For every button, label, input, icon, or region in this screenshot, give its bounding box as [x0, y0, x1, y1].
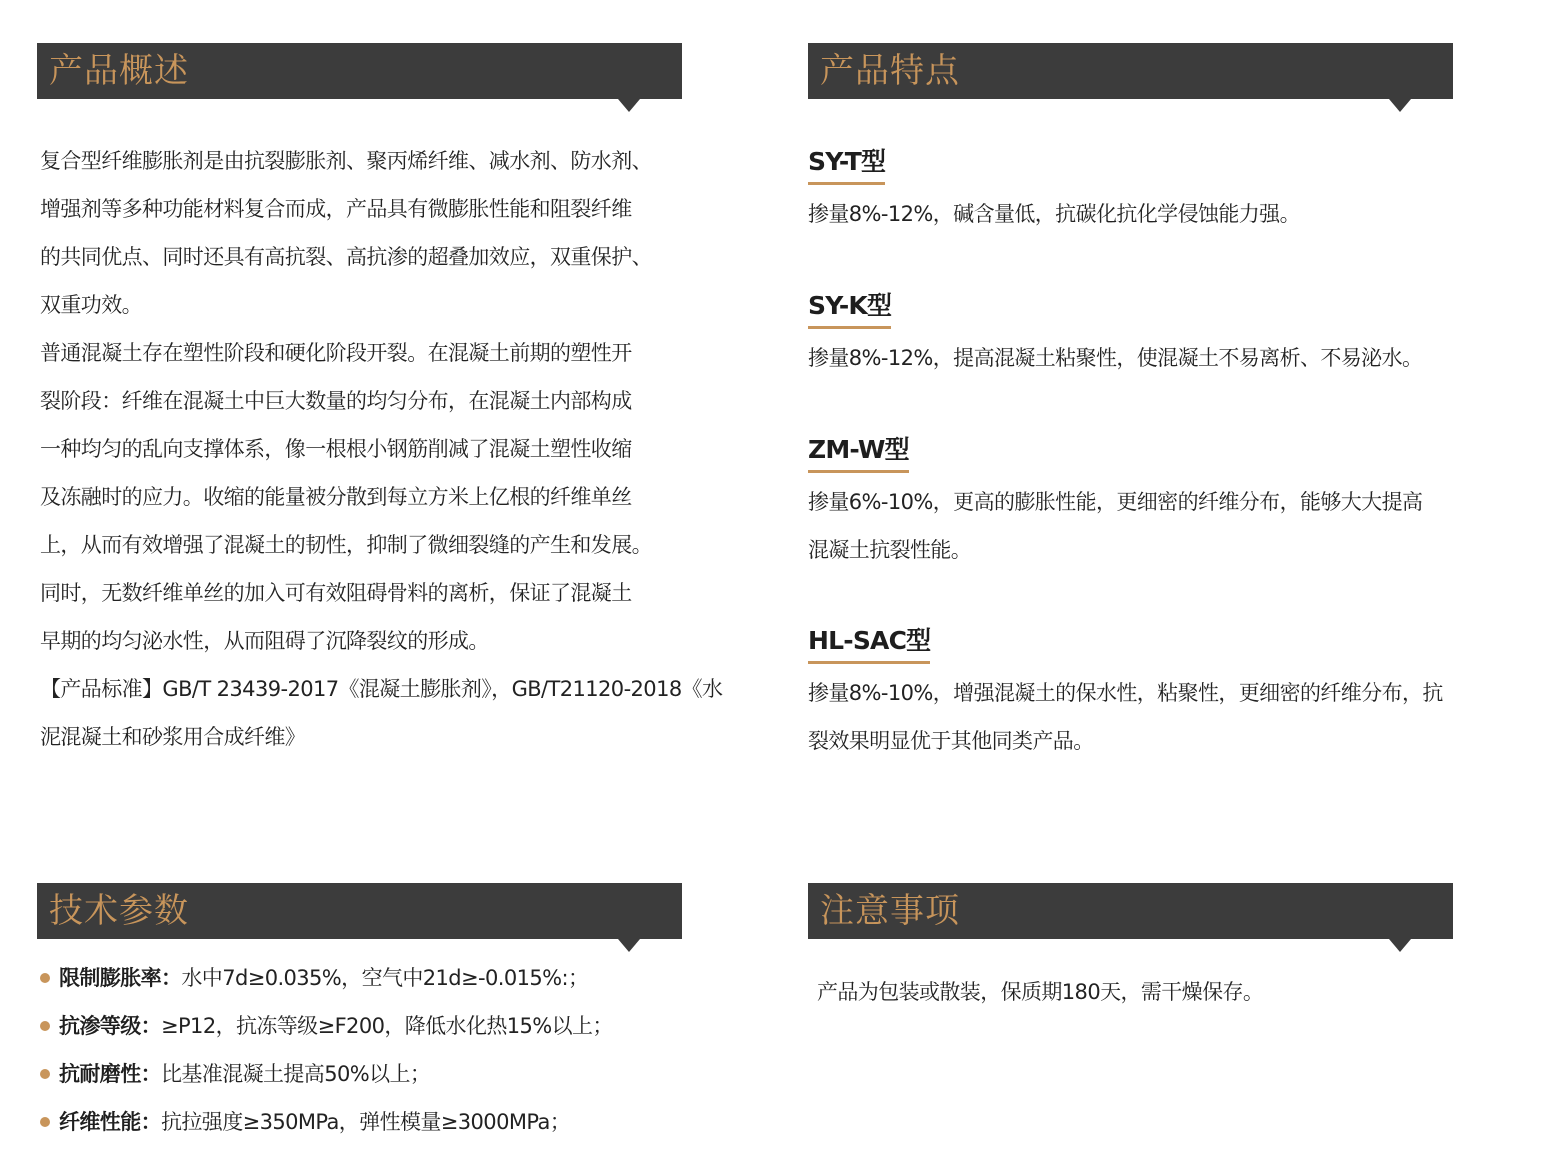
feature-item [808, 288, 1422, 382]
overview-body [37, 137, 723, 761]
features-title: 产品特点 [820, 51, 960, 91]
bullet-dot-icon [40, 1117, 50, 1127]
overview-line: 及冻融时的应力。收缩的能量被分散到每立方米上亿根的纤维单丝 [40, 485, 632, 509]
feature-desc: 混凝土抗裂性能。 [808, 538, 972, 562]
header-pointer-icon [1389, 939, 1411, 952]
feature-name: ZM-W型 [808, 432, 909, 473]
feature-desc: 掺量8%-10%，增强混凝土的保水性，粘聚性，更细密的纤维分布，抗 [808, 681, 1443, 705]
overview-standard-line: 【产品标准】GB/T 23439-2017《混凝土膨胀剂》，GB/T21120-2018《水 [40, 677, 723, 701]
param-value: 抗拉强度≥350MPa，弹性模量≥3000MPa； [161, 1110, 571, 1134]
overview-line: 的共同优点、同时还具有高抗裂、高抗渗的超叠加效应，双重保护、 [40, 245, 652, 269]
params-section [37, 883, 682, 1146]
notice-body [808, 968, 1453, 1016]
overview-line: 复合型纤维膨胀剂是由抗裂膨胀剂、聚丙烯纤维、减水剂、防水剂、 [40, 149, 652, 173]
bullet-dot-icon [40, 1069, 50, 1079]
feature-item [808, 432, 1422, 574]
overview-title: 产品概述 [49, 51, 189, 91]
feature-item [808, 144, 1300, 238]
overview-line: 裂阶段：纤维在混凝土中巨大数量的均匀分布，在混凝土内部构成 [40, 389, 632, 413]
feature-desc: 掺量6%-10%，更高的膨胀性能，更细密的纤维分布，能够大大提高 [808, 490, 1423, 514]
overview-section [37, 43, 723, 761]
header-pointer-icon [618, 99, 640, 112]
param-item [37, 954, 682, 1002]
header-pointer-icon [618, 939, 640, 952]
overview-line: 上，从而有效增强了混凝土的韧性，抑制了微细裂缝的产生和发展。 [40, 533, 652, 557]
param-value: ≥P12，抗冻等级≥F200，降低水化热15%以上； [161, 1014, 613, 1038]
notice-header [808, 883, 1453, 939]
overview-line: 早期的均匀泌水性，从而阻碍了沉降裂纹的形成。 [40, 629, 489, 653]
feature-item [808, 623, 1443, 765]
feature-desc: 掺量8%-12%，提高混凝土粘聚性，使混凝土不易离析、不易泌水。 [808, 346, 1423, 370]
param-label: 限制膨胀率： [59, 966, 182, 990]
notice-section [808, 883, 1453, 1016]
param-label: 抗渗等级： [59, 1014, 161, 1038]
notice-text: 产品为包装或散装，保质期180天，需干燥保存。 [817, 980, 1264, 1004]
overview-line: 增强剂等多种功能材料复合而成，产品具有微膨胀性能和阻裂纤维 [40, 197, 632, 221]
feature-name: SY-T型 [808, 144, 885, 185]
bullet-dot-icon [40, 973, 50, 983]
param-label: 纤维性能： [59, 1110, 161, 1134]
overview-header [37, 43, 682, 99]
param-item [37, 1098, 682, 1146]
overview-standard-line: 泥混凝土和砂浆用合成纤维》 [40, 725, 306, 749]
features-header [808, 43, 1453, 99]
param-item [37, 1002, 682, 1050]
bullet-dot-icon [40, 1021, 50, 1031]
feature-desc: 掺量8%-12%，碱含量低，抗碳化抗化学侵蚀能力强。 [808, 202, 1300, 226]
overview-line: 一种均匀的乱向支撑体系，像一根根小钢筋削减了混凝土塑性收缩 [40, 437, 632, 461]
overview-line: 同时，无数纤维单丝的加入可有效阻碍骨料的离析，保证了混凝土 [40, 581, 632, 605]
feature-name: HL-SAC型 [808, 623, 930, 664]
params-title: 技术参数 [49, 891, 189, 931]
param-value: 比基准混凝土提高50%以上； [161, 1062, 431, 1086]
overview-line: 普通混凝土存在塑性阶段和硬化阶段开裂。在混凝土前期的塑性开 [40, 341, 632, 365]
header-pointer-icon [1389, 99, 1411, 112]
params-header [37, 883, 682, 939]
param-label: 抗耐磨性： [59, 1062, 161, 1086]
feature-desc: 裂效果明显优于其他同类产品。 [808, 729, 1094, 753]
param-value: 水中7d≥0.035%，空气中21d≥-0.015%:； [181, 966, 589, 990]
overview-line: 双重功效。 [40, 293, 142, 317]
features-section [808, 43, 1453, 803]
params-list [37, 954, 682, 1146]
notice-title: 注意事项 [820, 891, 960, 931]
param-item [37, 1050, 682, 1098]
feature-name: SY-K型 [808, 288, 891, 329]
